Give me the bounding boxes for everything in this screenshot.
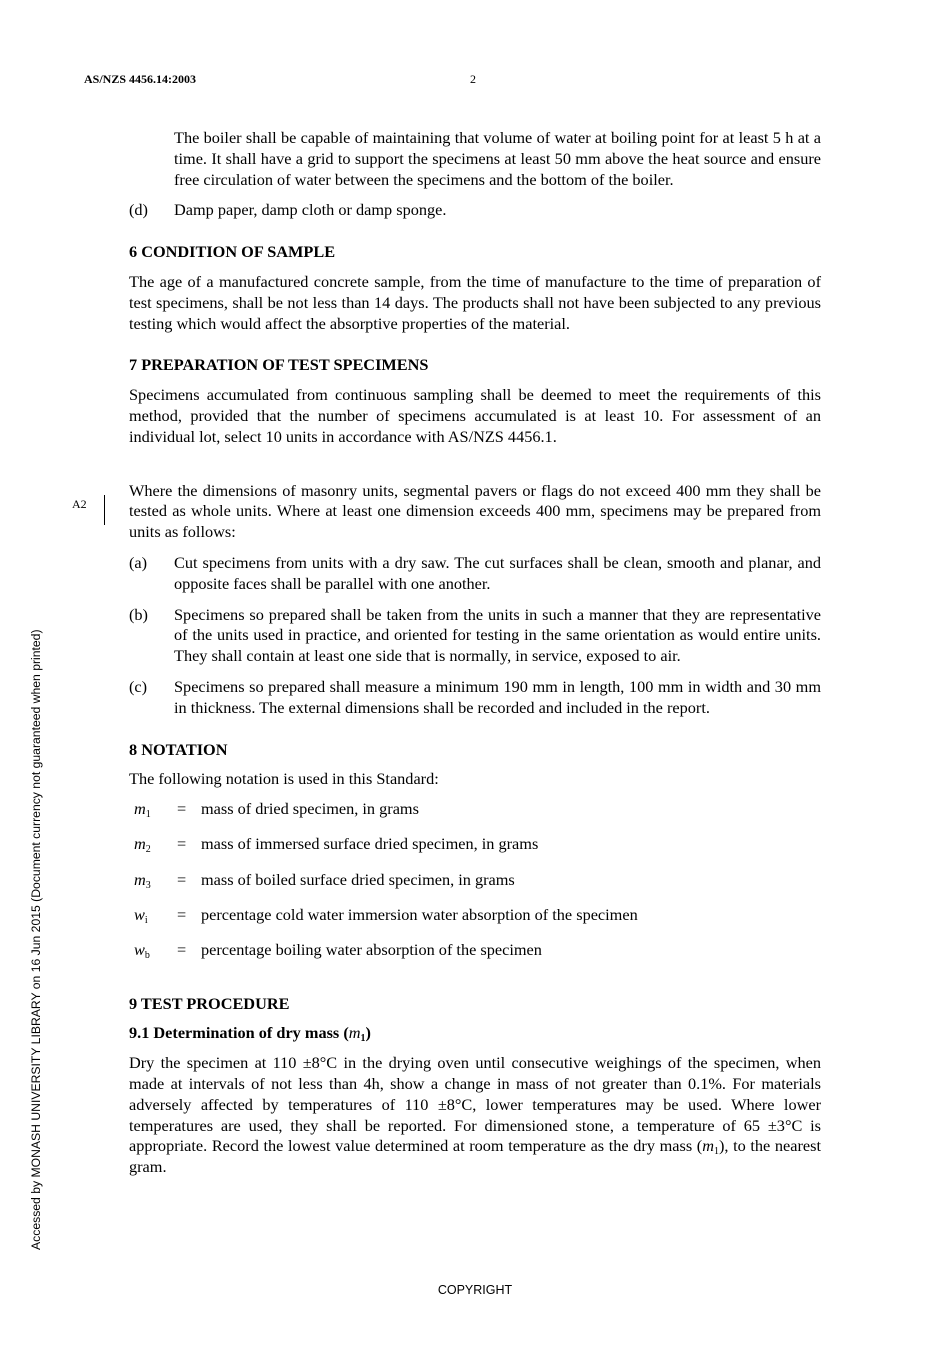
document-body (129, 128, 821, 1178)
section-heading-7: 7 PREPARATION OF TEST SPECIMENS (129, 355, 429, 375)
notation-row (129, 870, 821, 905)
list-item-d (129, 200, 821, 221)
item-label: (d) (129, 200, 148, 220)
item-text: Specimens so prepared shall be taken from the units in such a manner that they are representative of the units used in practice, and oriented for testing in the same orientation as would entire units. They shall contain at least one side that is normally, in service, exposed to air. (174, 604, 821, 666)
notation-symbol: $m_2$ (134, 834, 151, 856)
item-label: (c) (129, 676, 148, 696)
notation-definition: mass of dried specimen, in grams (201, 799, 419, 819)
notation-row (129, 834, 821, 869)
notation-definition: mass of immersed surface dried specimen, in grams (201, 834, 539, 854)
copyright-footer: COPYRIGHT (437, 1283, 513, 1297)
list-item-a (129, 553, 821, 595)
item-text: Cut specimens from units with a dry saw. The cut surfaces shall be clean, smooth and planar, and opposite faces shall be parallel with one another. (174, 552, 821, 593)
section-9-1-text: Dry the specimen at 110 ±8°C in the drying oven until consecutive weighings of the specimen, when made at intervals of not less than 4h, show a change in mass of not greater than 0.1%. For materials adversely affected by temperatures of 110 ±8°C, lower temperatures may be used. Where lower temperatures are used, they shall be reported. For dimensioned stone, a temperature of 65 ±3°C is appropriate. Record the lowest value determined at room temperature as the dry mass $(m_1)$, to the nearest gram. (129, 1053, 822, 1177)
notation-definition: percentage cold water immersion water absorption of the specimen (201, 905, 638, 925)
section-7-text-1: Specimens accumulated from continuous sampling shall be deemed to meet the requirements of this method, provided that the number of specimens accumulated is at least 10. For assessment of an individual lot, select 10 units in accordance with AS/NZS 4456.1. (129, 385, 821, 446)
list-item-b (129, 605, 821, 667)
boiler-continuation: The boiler shall be capable of maintaining that volume of water at boiling point for at least 5 h at a time. It shall have a grid to support the specimens at least 50 mm above the heat source and ensure free circulation of water between the specimens and the bottom of the boiler. (174, 128, 821, 189)
item-label: (b) (129, 604, 148, 624)
subsection-heading-9-1: 9.1 Determination of dry mass $(m_1)$ (129, 1023, 371, 1045)
amendment-bar (104, 495, 105, 525)
page-number: 2 (470, 72, 476, 86)
item-text: Specimens so prepared shall measure a minimum 190 mm in length, 100 mm in width and 30 mm in thickness. The external dimensions shall be recorded and included in the report. (174, 676, 821, 717)
notation-symbol: $m_3$ (134, 869, 151, 891)
equals-sign: = (177, 799, 187, 819)
list-item-c (129, 677, 821, 719)
amendment-mark: A2 (72, 497, 87, 511)
notation-intro: The following notation is used in this Standard: (129, 769, 439, 789)
section-6-text: The age of a manufactured concrete sample, from the time of manufacture to the time of preparation of test specimens, shall be not less than 14 days. The products shall not have been subjected to any previous testing which would affect the absorptive properties of the material. (129, 271, 821, 333)
item-label: (a) (129, 552, 148, 572)
notation-row (129, 799, 821, 834)
equals-sign: = (177, 869, 187, 889)
standard-code: AS/NZS 4456.14:2003 (84, 72, 197, 86)
notation-row (129, 940, 821, 975)
notation-definition: mass of boiled surface dried specimen, in grams (201, 869, 515, 889)
equals-sign: = (177, 940, 187, 960)
section-7-text-2: Where the dimensions of masonry units, segmental pavers or flags do not exceed 400 mm they shall be tested as whole units. Where at least one dimension exceeds 400 mm, specimens may be prepared from units as follows: (129, 480, 821, 542)
notation-symbol: $w_i$ (134, 905, 148, 927)
section-heading-8: 8 NOTATION (129, 739, 228, 759)
section-heading-9: 9 TEST PROCEDURE (129, 993, 290, 1013)
equals-sign: = (177, 905, 187, 925)
equals-sign: = (177, 834, 187, 854)
item-text: Damp paper, damp cloth or damp sponge. (174, 200, 447, 220)
notation-row (129, 905, 821, 940)
access-watermark: Accessed by MONASH UNIVERSITY LIBRARY on 16 Jun 2015 (Document currency not guaranteed when printed) (29, 629, 43, 1250)
notation-definition: percentage boiling water absorption of the specimen (201, 940, 542, 960)
notation-symbol: $w_b$ (134, 940, 150, 962)
notation-symbol: $m_1$ (134, 799, 151, 821)
section-heading-6: 6 CONDITION OF SAMPLE (129, 242, 336, 262)
